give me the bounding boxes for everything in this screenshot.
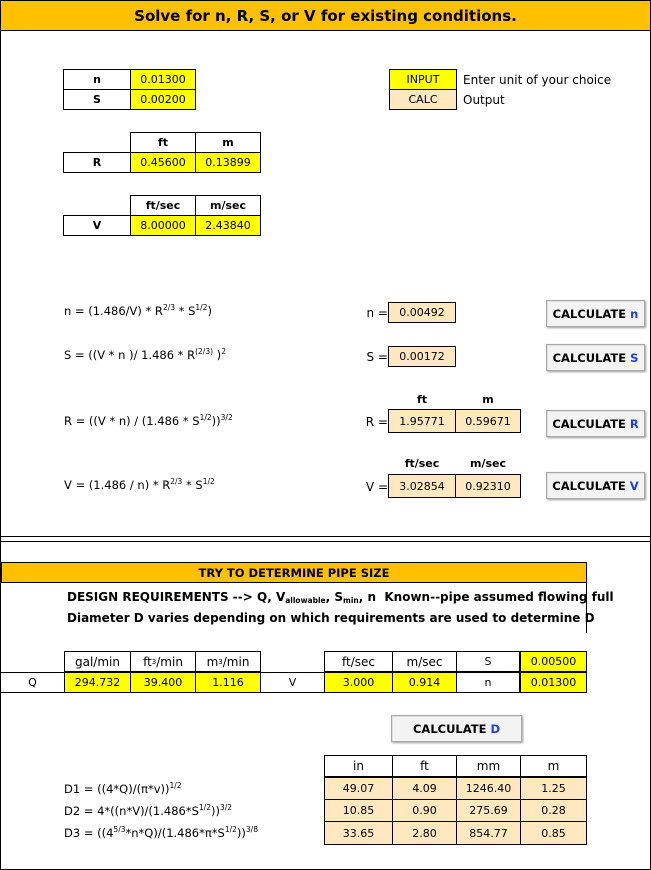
s-result: 0.00172 — [388, 346, 456, 367]
calculate-r-button[interactable]: CALCULATE R — [546, 410, 645, 437]
s-result-label: S = — [366, 349, 388, 364]
pipe-s-input[interactable]: 0.00500 — [520, 651, 587, 672]
d1-mm: 1246.40 — [456, 777, 521, 800]
q-ft3min-input[interactable]: 39.400 — [130, 672, 196, 693]
r-label-cell: R — [63, 152, 131, 173]
n-label-cell: n — [63, 69, 131, 90]
pipe-s-label: S — [456, 651, 520, 672]
calculate-d-button[interactable]: CALCULATE D — [391, 715, 522, 742]
calculate-v-button[interactable]: CALCULATE V — [546, 472, 645, 499]
d1-m: 1.25 — [520, 777, 587, 800]
r-m-input[interactable]: 0.13899 — [195, 152, 261, 173]
n-result-label: n = — [366, 305, 388, 320]
formula-v: $V = (1.486 / n) * R^{2/3} * S^{1/2}$ — [64, 477, 215, 492]
legend-calc-text: Output — [463, 92, 505, 107]
q-unit-m3min: m 3 /min — [195, 651, 261, 672]
legend-calc-swatch: CALC — [389, 89, 457, 110]
d2-in: 10.85 — [324, 799, 393, 822]
formula-n: $n = (1.486/V) * R^{2/3} * S^{1/2}$) — [64, 303, 212, 318]
d1-ft: 4.09 — [392, 777, 457, 800]
q-label: Q — [1, 672, 64, 693]
q-galmin-input[interactable]: 294.732 — [64, 672, 131, 693]
r-result-ft: 1.95771 — [388, 409, 456, 433]
d-header-m: m — [520, 755, 587, 777]
d3-in: 33.65 — [324, 821, 393, 845]
calculate-s-button[interactable]: CALCULATE S — [546, 344, 645, 371]
pipe-v-unit-msec: m/sec — [392, 651, 456, 672]
r-unit-m: m — [195, 132, 261, 153]
page-title — [1, 1, 650, 31]
d-header-ft: ft — [392, 755, 456, 777]
d3-m: 0.85 — [520, 821, 587, 845]
r-result-m: 0.59671 — [455, 409, 521, 433]
design-requirements-line2: Diameter D varies depending on which requirements are used to determine D — [67, 611, 595, 625]
s-label-cell: S — [63, 89, 131, 110]
v-ftsec-input[interactable]: 8.00000 — [130, 215, 196, 236]
pipe-header: TRY TO DETERMINE PIPE SIZE — [1, 562, 587, 583]
d2-ft: 0.90 — [392, 799, 457, 822]
pipe-n-label: n — [456, 672, 520, 693]
r-ft-input[interactable]: 0.45600 — [130, 152, 196, 173]
calculate-n-button[interactable]: CALCULATE n — [546, 300, 645, 327]
q-unit-ft3min: ft 3 /min — [130, 651, 195, 672]
q-m3min-input[interactable]: 1.116 — [195, 672, 261, 693]
d2-mm: 275.69 — [456, 799, 521, 822]
q-unit-galmin: gal/min — [64, 651, 130, 672]
v-result-unit-ftsec: ft/sec — [404, 456, 440, 470]
pipe-v-msec-input[interactable]: 0.914 — [392, 672, 457, 693]
pipe-v-unit-ftsec: ft/sec — [324, 651, 392, 672]
r-result-label: R = — [365, 414, 388, 429]
d3-ft: 2.80 — [392, 821, 457, 845]
n-input[interactable]: 0.01300 — [130, 69, 196, 90]
formula-s: S = ((V * n )/ $1.486 * R^{(2/3)}$ )$^2$ — [64, 347, 226, 362]
n-result: 0.00492 — [388, 302, 456, 323]
design-requirements-line1: DESIGN REQUIREMENTS --> Q, $V_{allowable}$, $S_{min}$, n Known--pipe assumed flowing full — [67, 590, 614, 605]
pipe-n-input[interactable]: 0.01300 — [520, 672, 587, 693]
page-title-text: Solve for n, R, S, or V for existing conditions. — [134, 6, 517, 25]
r-unit-ft: ft — [130, 132, 196, 153]
s-input[interactable]: 0.00200 — [130, 89, 196, 110]
formula-d3: $D3 = ((4^{5/3}*n*Q)/(1.486*\pi*S^{1/2}))^{3/8}$ — [64, 825, 258, 840]
d-header-in: in — [324, 755, 392, 777]
formula-d2: $D2 = 4*((n*V)/(1.486*S^{1/2}))^{3/2}$ — [64, 803, 233, 818]
v-result-msec: 0.92310 — [455, 474, 521, 498]
legend-input-swatch: INPUT — [389, 69, 457, 90]
d2-m: 0.28 — [520, 799, 587, 822]
v-msec-input[interactable]: 2.43840 — [195, 215, 261, 236]
v-label-cell: V — [63, 215, 131, 236]
formula-d1: $D1 = ((4*Q)/(\pi*v))^{1/2}$ — [64, 781, 182, 796]
v-unit-ftsec: ft/sec — [130, 195, 196, 216]
formula-r: $R = ((V * n) / (1.486 * S^{1/2}))^{3/2}$ — [64, 413, 233, 428]
d3-mm: 854.77 — [456, 821, 521, 845]
d-header-mm: mm — [456, 755, 520, 777]
v-result-unit-msec: m/sec — [469, 456, 506, 470]
r-result-unit-ft: ft — [416, 392, 428, 406]
pipe-v-ftsec-input[interactable]: 3.000 — [324, 672, 393, 693]
v-result-label: V = — [365, 479, 388, 494]
v-unit-msec: m/sec — [195, 195, 261, 216]
pipe-v-label: V — [261, 672, 324, 693]
v-result-ftsec: 3.02854 — [388, 474, 456, 498]
r-result-unit-m: m — [482, 392, 494, 406]
legend-input-text: Enter unit of your choice — [463, 72, 612, 87]
d1-in: 49.07 — [324, 777, 393, 800]
